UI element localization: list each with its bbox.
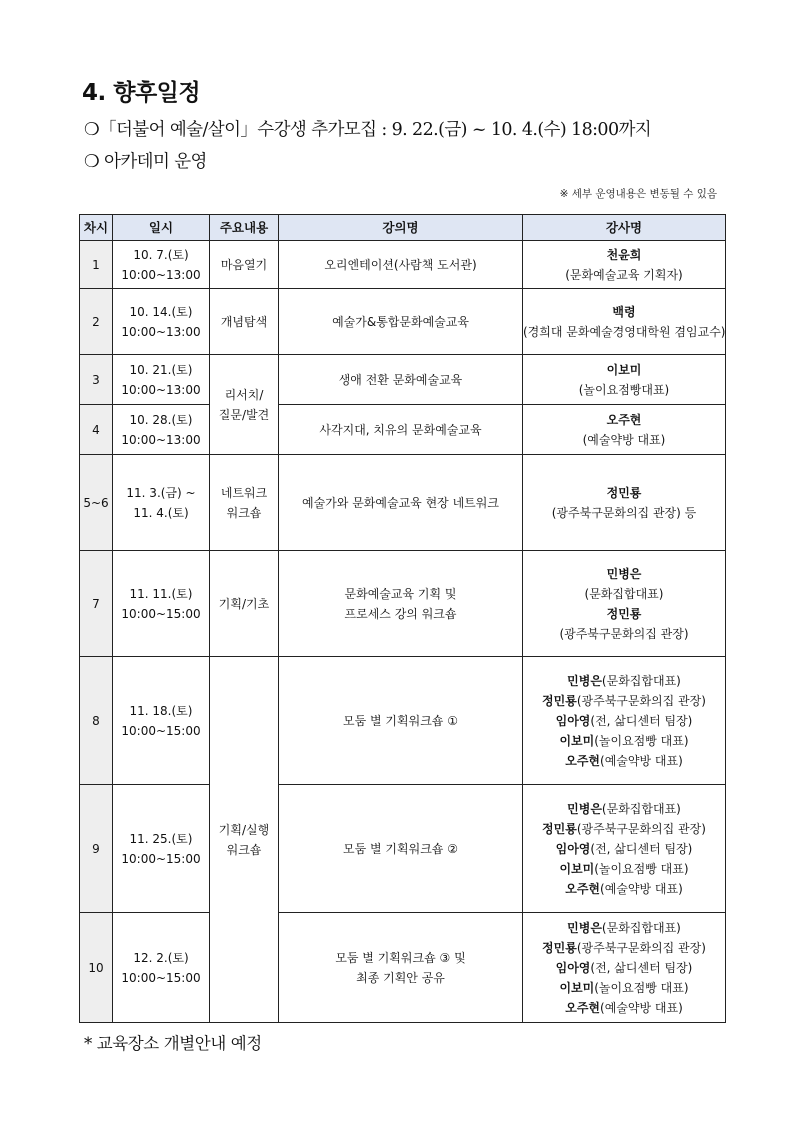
instructor-role: (전, 삶디센터 팀장): [590, 713, 693, 728]
instructor-role: (광주북구문화의집 관장) 등: [551, 505, 697, 520]
instructor-role: (광주북구문화의집 관장): [576, 940, 706, 955]
date-line: 10:00~13:00: [121, 324, 201, 339]
date-line: 10:00~15:00: [121, 723, 201, 738]
session-date: [113, 355, 210, 405]
lecture-line: 모둠 별 기획워크숍 ②: [343, 841, 458, 856]
topic-line: 기획/기초: [218, 596, 270, 611]
instructor-role: (예술약방 대표): [582, 432, 666, 447]
lecture-line: 오리엔테이션(사람책 도서관): [324, 257, 477, 272]
instructor-line: [523, 751, 725, 771]
footnote: * 교육장소 개별안내 예정: [84, 1034, 262, 1053]
instructor-cell: [523, 241, 726, 289]
instructor-name: 오주현: [565, 881, 601, 896]
table-header-row: [80, 215, 726, 241]
instructor-name: 오주현: [565, 753, 601, 768]
instructor-name: 백령: [612, 304, 636, 319]
instructor-role: (문화집합대표): [601, 920, 681, 935]
lecture-title: [279, 405, 523, 455]
table-row: [80, 355, 726, 405]
date-line: 10. 28.(토): [129, 412, 193, 427]
topic-line: 네트워크: [220, 485, 268, 500]
date-line: 11. 3.(금) ~: [126, 485, 196, 500]
session-number: 10: [80, 913, 113, 1023]
instructor-line: [523, 918, 725, 938]
instructor-line: [523, 938, 725, 958]
instructor-cell: [523, 289, 726, 355]
instructor-name: 민병은: [606, 566, 642, 581]
instructor-name: 정민룡: [606, 485, 642, 500]
instructor-line: [523, 322, 725, 342]
instructor-line: [523, 360, 725, 380]
lecture-title: [279, 551, 523, 657]
instructor-name: 임아영: [555, 960, 591, 975]
date-line: 10:00~15:00: [121, 970, 201, 985]
instructor-line: [523, 799, 725, 819]
instructor-role: (문화예술교육 기획자): [565, 267, 683, 282]
instructor-cell: [523, 355, 726, 405]
session-date: [113, 405, 210, 455]
header-session: 차시: [80, 215, 113, 241]
session-date: [113, 785, 210, 913]
instructor-line: [523, 483, 725, 503]
session-topic: [210, 241, 279, 289]
schedule-table: [79, 214, 726, 1023]
session-topic: [210, 551, 279, 657]
topic-line: 개념탐색: [220, 314, 268, 329]
instructor-line: [523, 564, 725, 584]
table-row: [80, 785, 726, 913]
change-notice: ※ 세부 운영내용은 변동될 수 있음: [559, 188, 717, 200]
table-row: [80, 551, 726, 657]
lecture-title: [279, 657, 523, 785]
instructor-line: [523, 302, 725, 322]
date-line: 10. 21.(토): [129, 362, 193, 377]
date-line: 10. 14.(토): [129, 304, 193, 319]
lecture-title: [279, 455, 523, 551]
session-date: [113, 289, 210, 355]
date-line: 11. 18.(토): [129, 703, 193, 718]
session-number: 2: [80, 289, 113, 355]
section-title: 4. 향후일정: [82, 80, 201, 106]
instructor-name: 이보미: [559, 733, 595, 748]
topic-line: 질문/발견: [218, 407, 270, 422]
session-date: [113, 551, 210, 657]
date-line: 10:00~15:00: [121, 606, 201, 621]
instructor-line: [523, 410, 725, 430]
instructor-role: (놀이요점빵대표): [578, 382, 670, 397]
header-topic: 주요내용: [210, 215, 279, 241]
instructor-line: [523, 691, 725, 711]
instructor-name: 임아영: [555, 841, 591, 856]
table-body: [80, 241, 726, 1023]
instructor-line: [523, 839, 725, 859]
instructor-line: [523, 245, 725, 265]
instructor-role: (놀이요점빵 대표): [594, 733, 689, 748]
header-instructor: 강사명: [523, 215, 726, 241]
instructor-cell: [523, 785, 726, 913]
instructor-line: [523, 430, 725, 450]
bullet-academy: ❍ 아카데미 운영: [84, 152, 207, 172]
instructor-name: 이보미: [606, 362, 642, 377]
bullet-recruitment: ❍「더불어 예술/살이」수강생 추가모집 : 9. 22.(금) ~ 10. 4.(수) 18:00까지: [84, 120, 652, 140]
date-line: 11. 4.(토): [133, 505, 189, 520]
table-row: [80, 913, 726, 1023]
instructor-line: [523, 671, 725, 691]
instructor-line: [523, 859, 725, 879]
date-line: 11. 11.(토): [129, 586, 193, 601]
instructor-name: 천윤희: [606, 247, 642, 262]
session-date: [113, 657, 210, 785]
instructor-name: 오주현: [606, 412, 642, 427]
instructor-role: (광주북구문화의집 관장): [576, 693, 706, 708]
instructor-cell: [523, 913, 726, 1023]
table-row: [80, 657, 726, 785]
session-date: [113, 913, 210, 1023]
instructor-line: [523, 879, 725, 899]
instructor-cell: [523, 551, 726, 657]
instructor-role: (예술약방 대표): [600, 753, 683, 768]
instructor-line: [523, 584, 725, 604]
topic-line: 리서치/: [224, 387, 264, 402]
session-topic: [210, 355, 279, 455]
instructor-name: 이보미: [559, 980, 595, 995]
date-line: 12. 2.(토): [133, 950, 189, 965]
session-number: 7: [80, 551, 113, 657]
topic-line: 워크숍: [226, 842, 262, 857]
session-topic: [210, 657, 279, 1023]
date-line: 10:00~13:00: [121, 382, 201, 397]
instructor-role: (문화집합대표): [584, 586, 664, 601]
date-line: 10:00~13:00: [121, 267, 201, 282]
lecture-title: [279, 241, 523, 289]
instructor-role: (문화집합대표): [601, 801, 681, 816]
lecture-line: 예술가와 문화예술교육 현장 네트워크: [302, 495, 499, 510]
instructor-role: (전, 삶디센터 팀장): [590, 960, 693, 975]
instructor-role: (놀이요점빵 대표): [594, 861, 689, 876]
instructor-line: [523, 265, 725, 285]
instructor-name: 오주현: [565, 1000, 601, 1015]
lecture-line: 사각지대, 치유의 문화예술교육: [319, 422, 482, 437]
date-line: 10:00~15:00: [121, 851, 201, 866]
table-row: [80, 405, 726, 455]
instructor-role: (광주북구문화의집 관장): [559, 626, 689, 641]
date-line: 10. 7.(토): [133, 247, 189, 262]
instructor-name: 정민룡: [542, 821, 577, 836]
session-number: 5~6: [80, 455, 113, 551]
session-date: [113, 455, 210, 551]
instructor-line: [523, 604, 725, 624]
lecture-title: [279, 913, 523, 1023]
instructor-name: 민병은: [567, 673, 602, 688]
lecture-line: 생애 전환 문화예술교육: [338, 372, 463, 387]
session-number: 1: [80, 241, 113, 289]
instructor-name: 정민룡: [542, 940, 577, 955]
lecture-title: [279, 355, 523, 405]
topic-line: 워크숍: [226, 505, 262, 520]
instructor-role: (예술약방 대표): [600, 881, 683, 896]
table-row: [80, 241, 726, 289]
lecture-line: 프로세스 강의 워크숍: [344, 606, 457, 621]
session-number: 9: [80, 785, 113, 913]
instructor-role: (예술약방 대표): [600, 1000, 683, 1015]
topic-line: 기획/실행: [218, 822, 270, 837]
session-date: [113, 241, 210, 289]
lecture-line: 문화예술교육 기획 및: [344, 586, 457, 601]
session-number: 3: [80, 355, 113, 405]
instructor-name: 민병은: [567, 920, 602, 935]
session-topic: [210, 289, 279, 355]
instructor-line: [523, 624, 725, 644]
instructor-cell: [523, 455, 726, 551]
instructor-name: 정민룡: [542, 693, 577, 708]
header-date: 일시: [113, 215, 210, 241]
session-number: 4: [80, 405, 113, 455]
date-line: 11. 25.(토): [129, 831, 193, 846]
instructor-line: [523, 978, 725, 998]
lecture-title: [279, 289, 523, 355]
instructor-role: (경희대 문화예술경영대학원 겸임교수): [523, 324, 726, 339]
instructor-cell: [523, 657, 726, 785]
instructor-line: [523, 958, 725, 978]
instructor-name: 이보미: [559, 861, 595, 876]
instructor-line: [523, 711, 725, 731]
instructor-line: [523, 731, 725, 751]
instructor-line: [523, 380, 725, 400]
session-topic: [210, 455, 279, 551]
lecture-line: 최종 기획안 공유: [356, 970, 445, 985]
table-row: [80, 455, 726, 551]
instructor-line: [523, 998, 725, 1018]
instructor-name: 정민룡: [606, 606, 642, 621]
date-line: 10:00~13:00: [121, 432, 201, 447]
lecture-line: 모둠 별 기획워크숍 ③ 및: [335, 950, 466, 965]
instructor-line: [523, 503, 725, 523]
instructor-line: [523, 819, 725, 839]
instructor-role: (전, 삶디센터 팀장): [590, 841, 693, 856]
instructor-role: (광주북구문화의집 관장): [576, 821, 706, 836]
session-number: 8: [80, 657, 113, 785]
instructor-cell: [523, 405, 726, 455]
lecture-line: 모둠 별 기획워크숍 ①: [343, 713, 458, 728]
table-row: [80, 289, 726, 355]
header-lecture: 강의명: [279, 215, 523, 241]
lecture-title: [279, 785, 523, 913]
instructor-role: (놀이요점빵 대표): [594, 980, 689, 995]
instructor-name: 임아영: [555, 713, 591, 728]
lecture-line: 예술가&통합문화예술교육: [332, 314, 469, 329]
instructor-name: 민병은: [567, 801, 602, 816]
instructor-role: (문화집합대표): [601, 673, 681, 688]
topic-line: 마음열기: [220, 257, 268, 272]
